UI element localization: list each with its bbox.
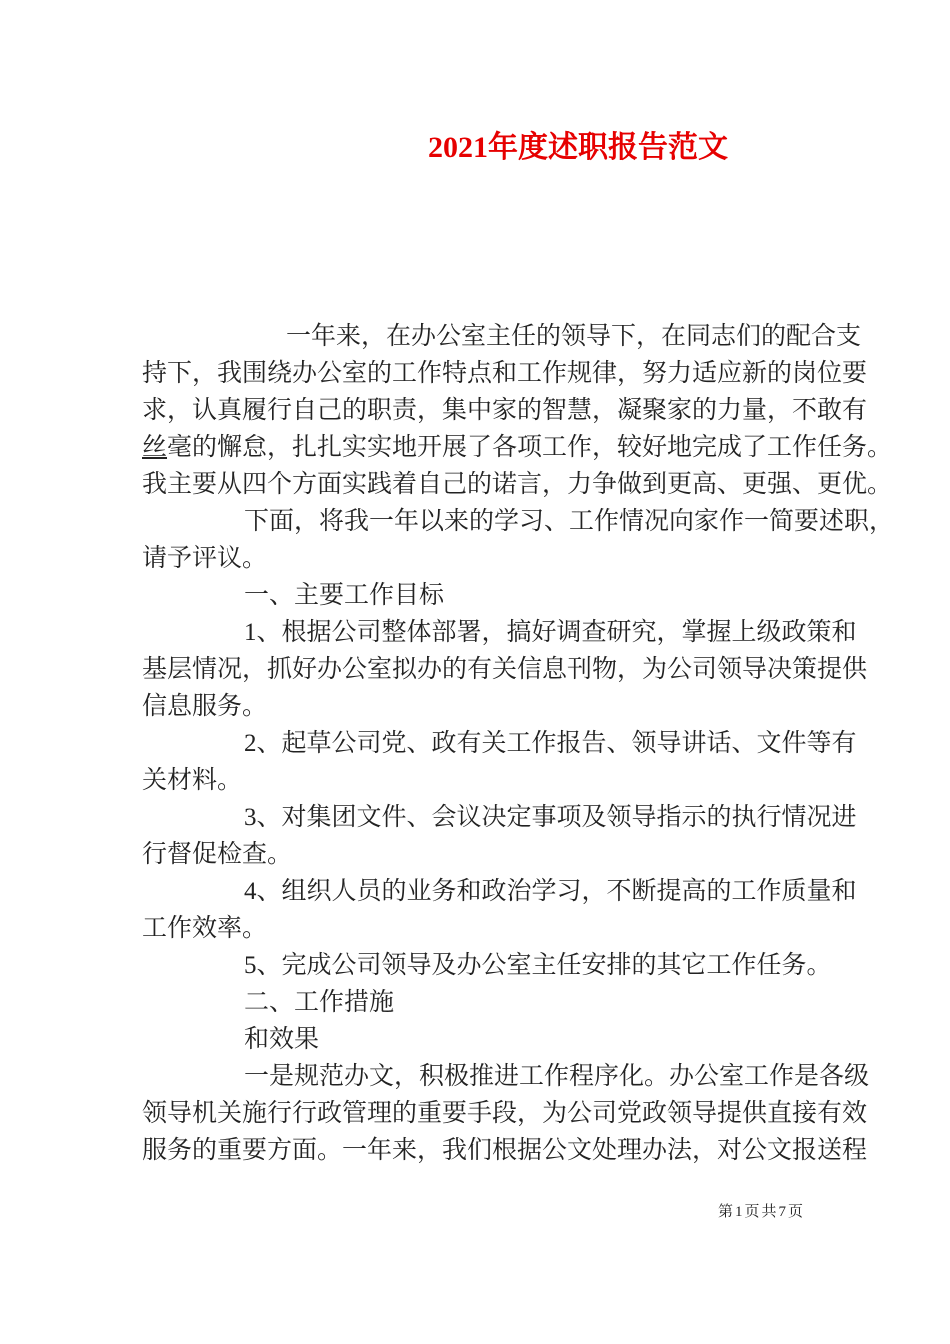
text-line: 工作效率。 [142,915,268,942]
text-line: 2、起草公司党、政有关工作报告、领导讲话、文件等有 [244,730,857,757]
text-line: 基层情况，抓好办公室拟办的有关信息刊物，为公司领导决策提供 [142,656,868,683]
text-line: 3、对集团文件、会议决定事项及领导指示的执行情况进 [244,804,857,831]
text-line: 4、组织人员的业务和政治学习，不断提高的工作质量和 [244,878,857,905]
text-line: 关材料。 [142,767,243,794]
document-body [142,318,895,1169]
text-line: 一年来，在办公室主任的领导下，在同志们的配合支 [286,323,862,350]
document-title: 2021年度述职报告范文 [428,131,728,164]
section-heading: 一、主要工作目标 [244,582,445,609]
text-line: 信息服务。 [142,693,268,720]
underlined-char: 丝 [142,434,168,461]
text-line: 持下，我围绕办公室的工作特点和工作规律，努力适应新的岗位要 [142,360,868,387]
text-line: 我主要从四个方面实践着自己的诺言，力争做到更高、更强、更优。 [142,471,893,498]
text-line: 领导机关施行行政管理的重要手段，为公司党政领导提供直接有效 [142,1100,868,1127]
text-line: 1、根据公司整体部署，搞好调查研究，掌握上级政策和 [244,619,857,646]
text-line-rest: 毫的懈怠，扎扎实实地开展了各项工作，较好地完成了工作任务。 [167,434,893,461]
text-line: 请予评议。 [142,545,268,572]
text-line: 下面，将我一年以来的学习、工作情况向家作一简要述职， [244,508,895,535]
text-line: 行督促检查。 [142,841,293,868]
text-line: 和效果 [244,1026,320,1053]
page-number: 第1页共7页 [718,1204,806,1220]
section-heading: 二、工作措施 [244,989,395,1016]
text-line: 一是规范办文，积极推进工作程序化。办公室工作是各级 [244,1063,870,1090]
text-line: 服务的重要方面。一年来，我们根据公文处理办法，对公文报送程 [142,1137,868,1164]
text-line [142,429,893,466]
text-line: 求，认真履行自己的职责，集中家的智慧，凝聚家的力量，不敢有 [142,397,868,424]
text-line: 5、完成公司领导及办公室主任安排的其它工作任务。 [244,952,832,979]
